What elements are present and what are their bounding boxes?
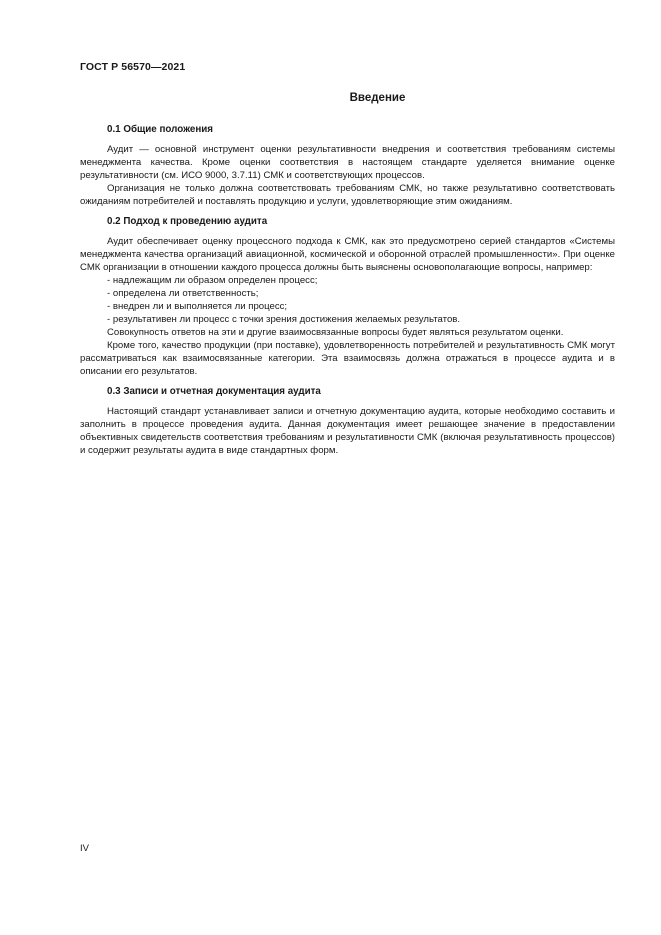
section-heading-0-1: 0.1 Общие положения xyxy=(107,124,214,135)
page-title: Введение xyxy=(349,92,406,104)
list-item: - внедрен ли и выполняется ли процесс; xyxy=(107,301,288,312)
page-number: IV xyxy=(80,843,89,854)
paragraph: Аудит — основной инструмент оценки результативности внедрения и соответствия требованиям системы менеджмента качества. Кроме оценки соответствия в настоящем стандарте уделяется внимание оценке результативности (см. ИСО 9000, 3.7.11) СМК и соответствующих процессов. xyxy=(80,144,615,181)
paragraph: Аудит обеспечивает оценку процессного подхода к СМК, как это предусмотрено серией стандартов «Системы менеджмента качества организаций авиационной, космической и оборонной отраслей промышленности». При оценке СМК организации в отношении каждого процесса должны быть выяснены основополагающие вопросы, например: xyxy=(80,236,615,273)
paragraph: Кроме того, качество продукции (при поставке), удовлетворенность потребителей и результативность СМК могут рассматриваться как взаимосвязанные категории. Эта взаимосвязь должна отражаться в процессе аудита и в описании его результатов. xyxy=(80,340,615,377)
page-content xyxy=(80,92,615,457)
paragraph: Настоящий стандарт устанавливает записи и отчетную документацию аудита, которые необходимо составить и заполнить в процессе проведения аудита. Данная документация имеет решающее значение в предоставлении объективных свидетельств соответствия требованиям и результативности СМК (включая результативность процессов) и содержит результаты аудита в виде стандартных форм. xyxy=(80,406,615,456)
list-item: - надлежащим ли образом определен процесс; xyxy=(107,275,318,286)
section-heading-0-2: 0.2 Подход к проведению аудита xyxy=(107,216,268,227)
list-item: - результативен ли процесс с точки зрения достижения желаемых результатов. xyxy=(107,314,461,325)
paragraph: Совокупность ответов на эти и другие взаимосвязанные вопросы будет являться результатом оценки. xyxy=(107,327,564,338)
list-item: - определена ли ответственность; xyxy=(107,288,259,299)
section-heading-0-3: 0.3 Записи и отчетная документация аудита xyxy=(107,386,321,397)
paragraph: Организация не только должна соответствовать требованиям СМК, но также результативно соответствовать ожиданиям потребителей и поставлять продукцию и услуги, удовлетворяющие этим ожиданиям. xyxy=(80,183,615,207)
document-code: ГОСТ Р 56570—2021 xyxy=(80,61,186,73)
